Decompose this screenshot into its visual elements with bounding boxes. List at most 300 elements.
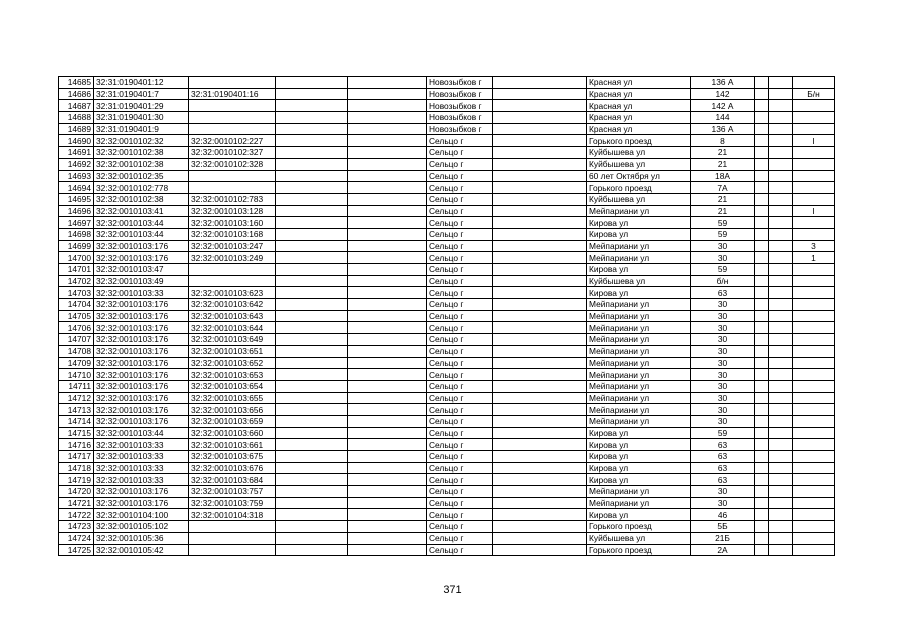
house-number-cell: 30 (691, 392, 755, 404)
table-row (59, 112, 835, 124)
building-cadastral-number-cell: 32:32:0010103:644 (189, 322, 276, 334)
empty-cell (755, 404, 769, 416)
building-number-cell: 1 (793, 252, 835, 264)
house-number-cell: 30 (691, 497, 755, 509)
street-cell: Кирова ул (587, 439, 691, 451)
register-table (58, 76, 835, 556)
empty-cell (276, 521, 348, 533)
house-number-cell: 63 (691, 451, 755, 463)
empty-cell (348, 532, 427, 544)
street-cell: Куйбышева ул (587, 147, 691, 159)
building-cadastral-number-cell: 32:32:0010103:247 (189, 240, 276, 252)
empty-cell (493, 264, 587, 276)
empty-cell (755, 392, 769, 404)
house-number-cell: 63 (691, 439, 755, 451)
row-number-cell: 14698 (59, 228, 94, 240)
empty-cell (276, 462, 348, 474)
row-number-cell: 14685 (59, 77, 94, 89)
empty-cell (493, 334, 587, 346)
house-number-cell: 63 (691, 474, 755, 486)
empty-cell (276, 415, 348, 427)
empty-cell (276, 228, 348, 240)
empty-cell (348, 380, 427, 392)
street-cell: Мейпариани ул (587, 486, 691, 498)
empty-cell (348, 310, 427, 322)
cadastral-number-cell: 32:32:0010103:44 (94, 228, 189, 240)
empty-cell (769, 322, 793, 334)
empty-cell (276, 345, 348, 357)
building-cadastral-number-cell: 32:32:0010103:649 (189, 334, 276, 346)
table-row (59, 264, 835, 276)
building-cadastral-number-cell: 32:32:0010103:642 (189, 299, 276, 311)
building-number-cell (793, 334, 835, 346)
building-cadastral-number-cell: 32:32:0010103:651 (189, 345, 276, 357)
empty-cell (276, 205, 348, 217)
cadastral-number-cell: 32:31:0190401:12 (94, 77, 189, 89)
row-number-cell: 14721 (59, 497, 94, 509)
table-row (59, 170, 835, 182)
building-cadastral-number-cell: 32:32:0010103:675 (189, 451, 276, 463)
row-number-cell: 14689 (59, 123, 94, 135)
building-cadastral-number-cell: 32:32:0010103:655 (189, 392, 276, 404)
building-cadastral-number-cell: 32:32:0010102:327 (189, 147, 276, 159)
empty-cell (348, 287, 427, 299)
street-cell: Мейпариани ул (587, 240, 691, 252)
cadastral-number-cell: 32:32:0010105:102 (94, 521, 189, 533)
street-cell: Мейпариани ул (587, 310, 691, 322)
empty-cell (493, 275, 587, 287)
empty-cell (769, 521, 793, 533)
empty-cell (755, 415, 769, 427)
city-cell: Сельцо г (427, 147, 493, 159)
row-number-cell: 14713 (59, 404, 94, 416)
cadastral-number-cell: 32:32:0010103:176 (94, 369, 189, 381)
table-row (59, 147, 835, 159)
row-number-cell: 14690 (59, 135, 94, 147)
city-cell: Сельцо г (427, 380, 493, 392)
building-cadastral-number-cell: 32:32:0010102:328 (189, 158, 276, 170)
table-row (59, 182, 835, 194)
empty-cell (276, 158, 348, 170)
empty-cell (769, 532, 793, 544)
empty-cell (493, 182, 587, 194)
empty-cell (276, 240, 348, 252)
table-row (59, 135, 835, 147)
table-row (59, 88, 835, 100)
row-number-cell: 14709 (59, 357, 94, 369)
building-cadastral-number-cell: 32:32:0010103:623 (189, 287, 276, 299)
empty-cell (769, 497, 793, 509)
city-cell: Сельцо г (427, 252, 493, 264)
empty-cell (493, 462, 587, 474)
city-cell: Сельцо г (427, 193, 493, 205)
empty-cell (755, 287, 769, 299)
table-row (59, 205, 835, 217)
city-cell: Новозыбков г (427, 123, 493, 135)
row-number-cell: 14701 (59, 264, 94, 276)
table-row (59, 287, 835, 299)
building-cadastral-number-cell (189, 521, 276, 533)
street-cell: Горького проезд (587, 544, 691, 556)
building-number-cell (793, 439, 835, 451)
empty-cell (276, 369, 348, 381)
table-row (59, 497, 835, 509)
row-number-cell: 14703 (59, 287, 94, 299)
row-number-cell: 14697 (59, 217, 94, 229)
empty-cell (276, 193, 348, 205)
house-number-cell: 30 (691, 334, 755, 346)
empty-cell (276, 451, 348, 463)
row-number-cell: 14687 (59, 100, 94, 112)
empty-cell (276, 77, 348, 89)
building-cadastral-number-cell: 32:31:0190401:16 (189, 88, 276, 100)
house-number-cell: 30 (691, 310, 755, 322)
building-number-cell (793, 392, 835, 404)
empty-cell (493, 299, 587, 311)
street-cell: Красная ул (587, 88, 691, 100)
city-cell: Сельцо г (427, 205, 493, 217)
table-row (59, 380, 835, 392)
empty-cell (769, 217, 793, 229)
empty-cell (493, 369, 587, 381)
building-number-cell (793, 462, 835, 474)
empty-cell (769, 486, 793, 498)
row-number-cell: 14706 (59, 322, 94, 334)
row-number-cell: 14695 (59, 193, 94, 205)
row-number-cell: 14725 (59, 544, 94, 556)
building-cadastral-number-cell (189, 264, 276, 276)
city-cell: Сельцо г (427, 345, 493, 357)
empty-cell (276, 112, 348, 124)
empty-cell (755, 240, 769, 252)
empty-cell (493, 193, 587, 205)
cadastral-number-cell: 32:32:0010103:176 (94, 357, 189, 369)
table-row (59, 427, 835, 439)
city-cell: Сельцо г (427, 451, 493, 463)
table-row (59, 486, 835, 498)
cadastral-number-cell: 32:32:0010103:176 (94, 415, 189, 427)
empty-cell (769, 451, 793, 463)
table-row (59, 392, 835, 404)
empty-cell (769, 77, 793, 89)
table-row (59, 193, 835, 205)
empty-cell (348, 427, 427, 439)
empty-cell (276, 287, 348, 299)
empty-cell (755, 205, 769, 217)
empty-cell (276, 544, 348, 556)
empty-cell (276, 439, 348, 451)
row-number-cell: 14705 (59, 310, 94, 322)
house-number-cell: 30 (691, 240, 755, 252)
empty-cell (769, 462, 793, 474)
street-cell: Мейпариани ул (587, 497, 691, 509)
row-number-cell: 14691 (59, 147, 94, 159)
empty-cell (769, 474, 793, 486)
street-cell: Кирова ул (587, 451, 691, 463)
cadastral-number-cell: 32:32:0010105:42 (94, 544, 189, 556)
empty-cell (769, 404, 793, 416)
empty-cell (755, 310, 769, 322)
row-number-cell: 14693 (59, 170, 94, 182)
city-cell: Сельцо г (427, 264, 493, 276)
empty-cell (276, 275, 348, 287)
city-cell: Сельцо г (427, 439, 493, 451)
row-number-cell: 14692 (59, 158, 94, 170)
building-number-cell (793, 509, 835, 521)
table-body (59, 77, 835, 556)
building-cadastral-number-cell: 32:32:0010103:684 (189, 474, 276, 486)
street-cell: Горького проезд (587, 182, 691, 194)
empty-cell (755, 217, 769, 229)
street-cell: Кирова ул (587, 509, 691, 521)
empty-cell (755, 228, 769, 240)
empty-cell (755, 252, 769, 264)
city-cell: Сельцо г (427, 415, 493, 427)
cadastral-number-cell: 32:32:0010103:176 (94, 380, 189, 392)
cadastral-number-cell: 32:32:0010102:38 (94, 147, 189, 159)
cadastral-number-cell: 32:32:0010103:44 (94, 427, 189, 439)
empty-cell (769, 88, 793, 100)
building-number-cell (793, 345, 835, 357)
empty-cell (348, 299, 427, 311)
building-number-cell (793, 287, 835, 299)
empty-cell (769, 193, 793, 205)
empty-cell (348, 521, 427, 533)
building-number-cell: I (793, 205, 835, 217)
city-cell: Сельцо г (427, 521, 493, 533)
street-cell: Кирова ул (587, 462, 691, 474)
empty-cell (493, 240, 587, 252)
city-cell: Сельцо г (427, 544, 493, 556)
empty-cell (276, 532, 348, 544)
city-cell: Сельцо г (427, 462, 493, 474)
empty-cell (348, 392, 427, 404)
street-cell: Кирова ул (587, 474, 691, 486)
empty-cell (493, 123, 587, 135)
building-cadastral-number-cell: 32:32:0010103:643 (189, 310, 276, 322)
empty-cell (493, 147, 587, 159)
empty-cell (755, 112, 769, 124)
city-cell: Сельцо г (427, 486, 493, 498)
empty-cell (755, 123, 769, 135)
empty-cell (755, 170, 769, 182)
empty-cell (348, 264, 427, 276)
building-number-cell (793, 427, 835, 439)
empty-cell (493, 439, 587, 451)
empty-cell (493, 392, 587, 404)
empty-cell (755, 182, 769, 194)
row-number-cell: 14694 (59, 182, 94, 194)
empty-cell (493, 112, 587, 124)
city-cell: Сельцо г (427, 228, 493, 240)
building-cadastral-number-cell: 32:32:0010103:759 (189, 497, 276, 509)
table-row (59, 521, 835, 533)
cadastral-number-cell: 32:32:0010102:35 (94, 170, 189, 182)
house-number-cell: 30 (691, 357, 755, 369)
empty-cell (755, 193, 769, 205)
building-cadastral-number-cell: 32:32:0010103:656 (189, 404, 276, 416)
house-number-cell: 21 (691, 158, 755, 170)
empty-cell (755, 497, 769, 509)
building-cadastral-number-cell: 32:32:0010103:128 (189, 205, 276, 217)
building-number-cell: 3 (793, 240, 835, 252)
empty-cell (276, 380, 348, 392)
house-number-cell: 59 (691, 264, 755, 276)
house-number-cell: 30 (691, 322, 755, 334)
empty-cell (348, 147, 427, 159)
empty-cell (769, 158, 793, 170)
building-cadastral-number-cell (189, 170, 276, 182)
empty-cell (348, 170, 427, 182)
empty-cell (769, 170, 793, 182)
empty-cell (493, 228, 587, 240)
cadastral-number-cell: 32:32:0010103:176 (94, 334, 189, 346)
street-cell: Кирова ул (587, 427, 691, 439)
empty-cell (276, 392, 348, 404)
street-cell: Красная ул (587, 123, 691, 135)
empty-cell (276, 474, 348, 486)
empty-cell (493, 77, 587, 89)
building-number-cell (793, 112, 835, 124)
empty-cell (493, 532, 587, 544)
house-number-cell: 30 (691, 299, 755, 311)
empty-cell (348, 228, 427, 240)
table-row (59, 439, 835, 451)
empty-cell (493, 345, 587, 357)
cadastral-number-cell: 32:31:0190401:30 (94, 112, 189, 124)
table-row (59, 462, 835, 474)
table-row (59, 228, 835, 240)
building-cadastral-number-cell (189, 275, 276, 287)
empty-cell (493, 287, 587, 299)
building-number-cell (793, 544, 835, 556)
row-number-cell: 14712 (59, 392, 94, 404)
building-cadastral-number-cell: 32:32:0010104:318 (189, 509, 276, 521)
table-row (59, 474, 835, 486)
page-number: 371 (443, 584, 462, 596)
empty-cell (348, 135, 427, 147)
empty-cell (276, 135, 348, 147)
empty-cell (493, 252, 587, 264)
city-cell: Сельцо г (427, 404, 493, 416)
empty-cell (348, 77, 427, 89)
empty-cell (276, 100, 348, 112)
empty-cell (348, 123, 427, 135)
empty-cell (348, 182, 427, 194)
empty-cell (493, 415, 587, 427)
building-number-cell (793, 170, 835, 182)
empty-cell (348, 158, 427, 170)
table-row (59, 322, 835, 334)
empty-cell (276, 170, 348, 182)
building-cadastral-number-cell: 32:32:0010103:652 (189, 357, 276, 369)
empty-cell (493, 170, 587, 182)
empty-cell (348, 439, 427, 451)
empty-cell (348, 112, 427, 124)
empty-cell (769, 310, 793, 322)
cadastral-number-cell: 32:32:0010102:38 (94, 158, 189, 170)
empty-cell (276, 427, 348, 439)
city-cell: Сельцо г (427, 357, 493, 369)
house-number-cell: 18А (691, 170, 755, 182)
row-number-cell: 14711 (59, 380, 94, 392)
table-row (59, 532, 835, 544)
city-cell: Сельцо г (427, 275, 493, 287)
cadastral-number-cell: 32:32:0010103:33 (94, 287, 189, 299)
building-number-cell (793, 380, 835, 392)
row-number-cell: 14720 (59, 486, 94, 498)
table-row (59, 404, 835, 416)
city-cell: Сельцо г (427, 532, 493, 544)
building-number-cell: I (793, 135, 835, 147)
building-cadastral-number-cell (189, 77, 276, 89)
cadastral-number-cell: 32:32:0010103:33 (94, 451, 189, 463)
building-cadastral-number-cell (189, 544, 276, 556)
cadastral-number-cell: 32:32:0010103:176 (94, 497, 189, 509)
empty-cell (276, 310, 348, 322)
empty-cell (755, 88, 769, 100)
cadastral-number-cell: 32:32:0010102:38 (94, 193, 189, 205)
street-cell: Куйбышева ул (587, 158, 691, 170)
cadastral-number-cell: 32:32:0010103:33 (94, 439, 189, 451)
empty-cell (493, 310, 587, 322)
empty-cell (348, 415, 427, 427)
house-number-cell: 21Б (691, 532, 755, 544)
empty-cell (769, 100, 793, 112)
house-number-cell: 5Б (691, 521, 755, 533)
empty-cell (276, 182, 348, 194)
building-cadastral-number-cell: 32:32:0010103:160 (189, 217, 276, 229)
empty-cell (493, 509, 587, 521)
table-row (59, 451, 835, 463)
empty-cell (769, 123, 793, 135)
table-row (59, 369, 835, 381)
house-number-cell: 59 (691, 217, 755, 229)
cadastral-number-cell: 32:32:0010103:41 (94, 205, 189, 217)
building-number-cell (793, 451, 835, 463)
building-number-cell (793, 497, 835, 509)
building-number-cell (793, 193, 835, 205)
empty-cell (276, 404, 348, 416)
empty-cell (493, 135, 587, 147)
empty-cell (755, 462, 769, 474)
building-cadastral-number-cell: 32:32:0010103:168 (189, 228, 276, 240)
building-cadastral-number-cell (189, 100, 276, 112)
building-cadastral-number-cell: 32:32:0010103:676 (189, 462, 276, 474)
house-number-cell: 59 (691, 427, 755, 439)
row-number-cell: 14707 (59, 334, 94, 346)
city-cell: Сельцо г (427, 509, 493, 521)
building-number-cell (793, 100, 835, 112)
empty-cell (348, 193, 427, 205)
building-cadastral-number-cell: 32:32:0010103:660 (189, 427, 276, 439)
empty-cell (769, 182, 793, 194)
building-number-cell (793, 474, 835, 486)
empty-cell (348, 357, 427, 369)
house-number-cell: 21 (691, 205, 755, 217)
building-cadastral-number-cell (189, 182, 276, 194)
house-number-cell: 63 (691, 462, 755, 474)
row-number-cell: 14700 (59, 252, 94, 264)
city-cell: Сельцо г (427, 334, 493, 346)
cadastral-number-cell: 32:32:0010103:176 (94, 392, 189, 404)
empty-cell (769, 427, 793, 439)
empty-cell (493, 100, 587, 112)
row-number-cell: 14719 (59, 474, 94, 486)
building-number-cell (793, 521, 835, 533)
city-cell: Сельцо г (427, 287, 493, 299)
empty-cell (769, 205, 793, 217)
